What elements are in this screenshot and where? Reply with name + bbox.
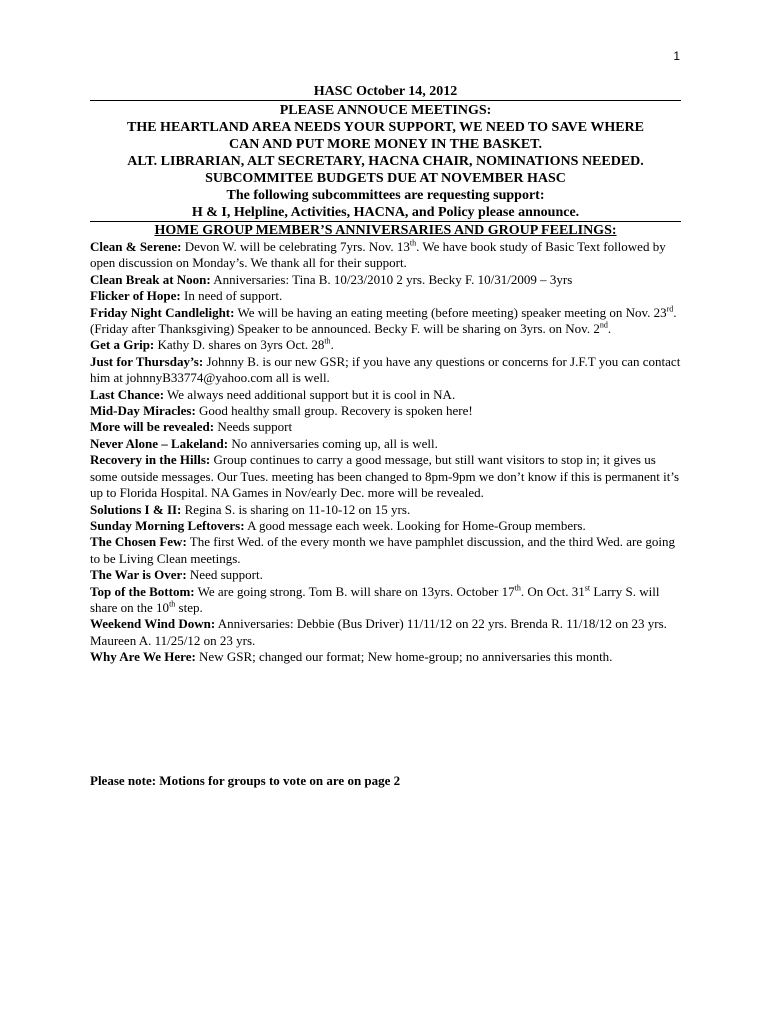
group-feeling-text: Larry S. will share on the 10	[90, 583, 660, 615]
group-entry	[90, 403, 681, 419]
group-entry	[90, 436, 681, 452]
group-entry	[90, 502, 681, 518]
group-entry	[90, 584, 681, 617]
ordinal-suffix: rd	[666, 304, 674, 314]
group-feeling-text: . (Friday after Thanksgiving) Speaker to be announced. Becky F. will be sharing on 3yrs. on Nov. 2	[90, 304, 677, 337]
group-name: More will be revealed:	[90, 419, 215, 435]
group-entry	[90, 239, 681, 272]
ordinal-suffix: nd	[599, 320, 608, 330]
group-entry	[90, 616, 681, 649]
group-feeling-text: Kathy D. shares on 3yrs Oct. 28	[154, 337, 325, 353]
banner-line: PLEASE ANNOUCE MEETINGS:	[279, 103, 492, 118]
group-name: Mid-Day Miracles:	[90, 403, 196, 419]
ordinal-suffix: st	[584, 583, 591, 593]
group-feeling-text: New GSR; changed our format; New home-group; no anniversaries this month.	[195, 649, 613, 665]
group-entry	[90, 288, 681, 304]
group-name: Get a Grip:	[90, 337, 155, 353]
group-entry	[90, 452, 681, 501]
ordinal-suffix: th	[409, 238, 417, 248]
banner-line: H & I, Helpline, Activities, HACNA, and Policy please announce.	[191, 205, 580, 220]
group-feeling-text: Johnny B. is our new GSR; if you have any questions or concerns for J.F.T you can contact him at johnnyB33774@yahoo.com all is well.	[90, 353, 681, 386]
group-feeling-text: .	[330, 337, 334, 353]
group-name: Top of the Bottom:	[90, 583, 195, 599]
ordinal-suffix: th	[514, 583, 521, 593]
group-name: Never Alone – Lakeland:	[90, 435, 229, 451]
group-feeling-text: . We have book study of Basic Text followed by open discussion on Monday’s. We thank all for their support.	[90, 239, 666, 271]
group-feeling-text: Anniversaries: Tina B. 10/23/2010 2 yrs. Becky F. 10/31/2009 – 3yrs	[210, 271, 573, 287]
group-name: Friday Night Candlelight:	[90, 304, 235, 320]
group-feeling-text: Anniversaries: Debbie (Bus Driver) 11/11/12 on 22 yrs. Brenda R. 11/18/12 on 23 yrs. Maureen A. 11/25/12 on 23 yrs.	[90, 616, 667, 648]
group-feeling-text: Need support.	[186, 567, 263, 583]
group-feeling-text: .	[607, 321, 612, 337]
banner-line: THE HEARTLAND AREA NEEDS YOUR SUPPORT, WE NEED TO SAVE WHERE	[126, 120, 644, 135]
document-body	[90, 83, 681, 666]
group-name: Just for Thursday’s:	[90, 353, 204, 369]
group-name: The Chosen Few:	[90, 534, 187, 550]
group-entry	[90, 354, 681, 387]
group-entry	[90, 567, 681, 583]
group-name: Sunday Morning Leftovers:	[90, 517, 245, 533]
group-feeling-text: Devon W. will be celebrating 7yrs. Nov. 13	[181, 239, 410, 254]
group-name: Weekend Wind Down:	[90, 616, 216, 632]
section-heading: HOME GROUP MEMBER’S ANNIVERSARIES AND GROUP FEELINGS:	[154, 223, 617, 238]
group-entries-list	[90, 239, 681, 666]
group-feeling-text: A good message each week. Looking for Home-Group members.	[244, 517, 586, 533]
banner-line: The following subcommittees are requesting support:	[226, 188, 545, 203]
group-feeling-text: We will be having an eating meeting (before meeting) speaker meeting on Nov. 23	[234, 304, 667, 320]
group-name: Solutions I & II:	[90, 501, 182, 517]
group-entry	[90, 534, 681, 567]
group-feeling-text: We always need additional support but it is cool in NA.	[164, 386, 456, 402]
group-name: Clean Break at Noon:	[90, 271, 211, 287]
banner-line: SUBCOMMITEE BUDGETS DUE AT NOVEMBER HASC	[205, 171, 566, 186]
ordinal-suffix: th	[169, 599, 176, 609]
group-name: Flicker of Hope:	[90, 288, 181, 304]
banner-line: ALT. LIBRARIAN, ALT SECRETARY, HACNA CHAIR, NOMINATIONS NEEDED.	[127, 154, 644, 169]
group-name: Clean & Serene:	[90, 239, 182, 254]
page-number: 1	[673, 49, 680, 63]
ordinal-suffix: th	[324, 337, 331, 347]
group-feeling-text: The first Wed. of the every month we have pamphlet discussion, and the third Wed. are going to be Living Clean meetings.	[90, 534, 675, 566]
group-feeling-text: We are going strong. Tom B. will share on 13yrs. October 17	[194, 583, 515, 599]
group-name: The War is Over:	[90, 567, 187, 583]
group-entry	[90, 272, 681, 288]
group-feeling-text: Good healthy small group. Recovery is spoken here!	[195, 403, 473, 419]
group-entry	[90, 337, 681, 353]
group-feeling-text: In need of support.	[180, 288, 283, 304]
group-entry	[90, 419, 681, 435]
group-entry	[90, 305, 681, 338]
group-entry	[90, 387, 681, 403]
group-name: Why Are We Here:	[90, 649, 196, 665]
announcement-banner	[90, 101, 681, 221]
footer-note: Please note: Motions for groups to vote on are on page 2	[90, 773, 401, 788]
group-feeling-text: No anniversaries coming up, all is well.	[228, 435, 438, 451]
group-name: Recovery in the Hills:	[90, 452, 211, 468]
group-feeling-text: Regina S. is sharing on 11-10-12 on 15 yrs.	[181, 501, 411, 517]
group-feeling-text: Group continues to carry a good message, but still want visitors to stop in; it gives us some outside messages. Our Tues. meeting has been changed to 8pm-9pm we don’t know if this is permanent it’s up to Florida Hospital. NA Games in Nov/early Dec. more will be revealed.	[90, 452, 680, 501]
group-feeling-text: . On Oct. 31	[520, 583, 585, 599]
group-feeling-text: step.	[175, 599, 203, 615]
group-entry	[90, 518, 681, 534]
group-entry	[90, 649, 681, 665]
group-name: Last Chance:	[90, 386, 165, 402]
banner-line: CAN AND PUT MORE MONEY IN THE BASKET.	[229, 137, 542, 152]
group-feeling-text: Needs support	[214, 419, 293, 435]
document-title: HASC October 14, 2012	[313, 84, 458, 99]
